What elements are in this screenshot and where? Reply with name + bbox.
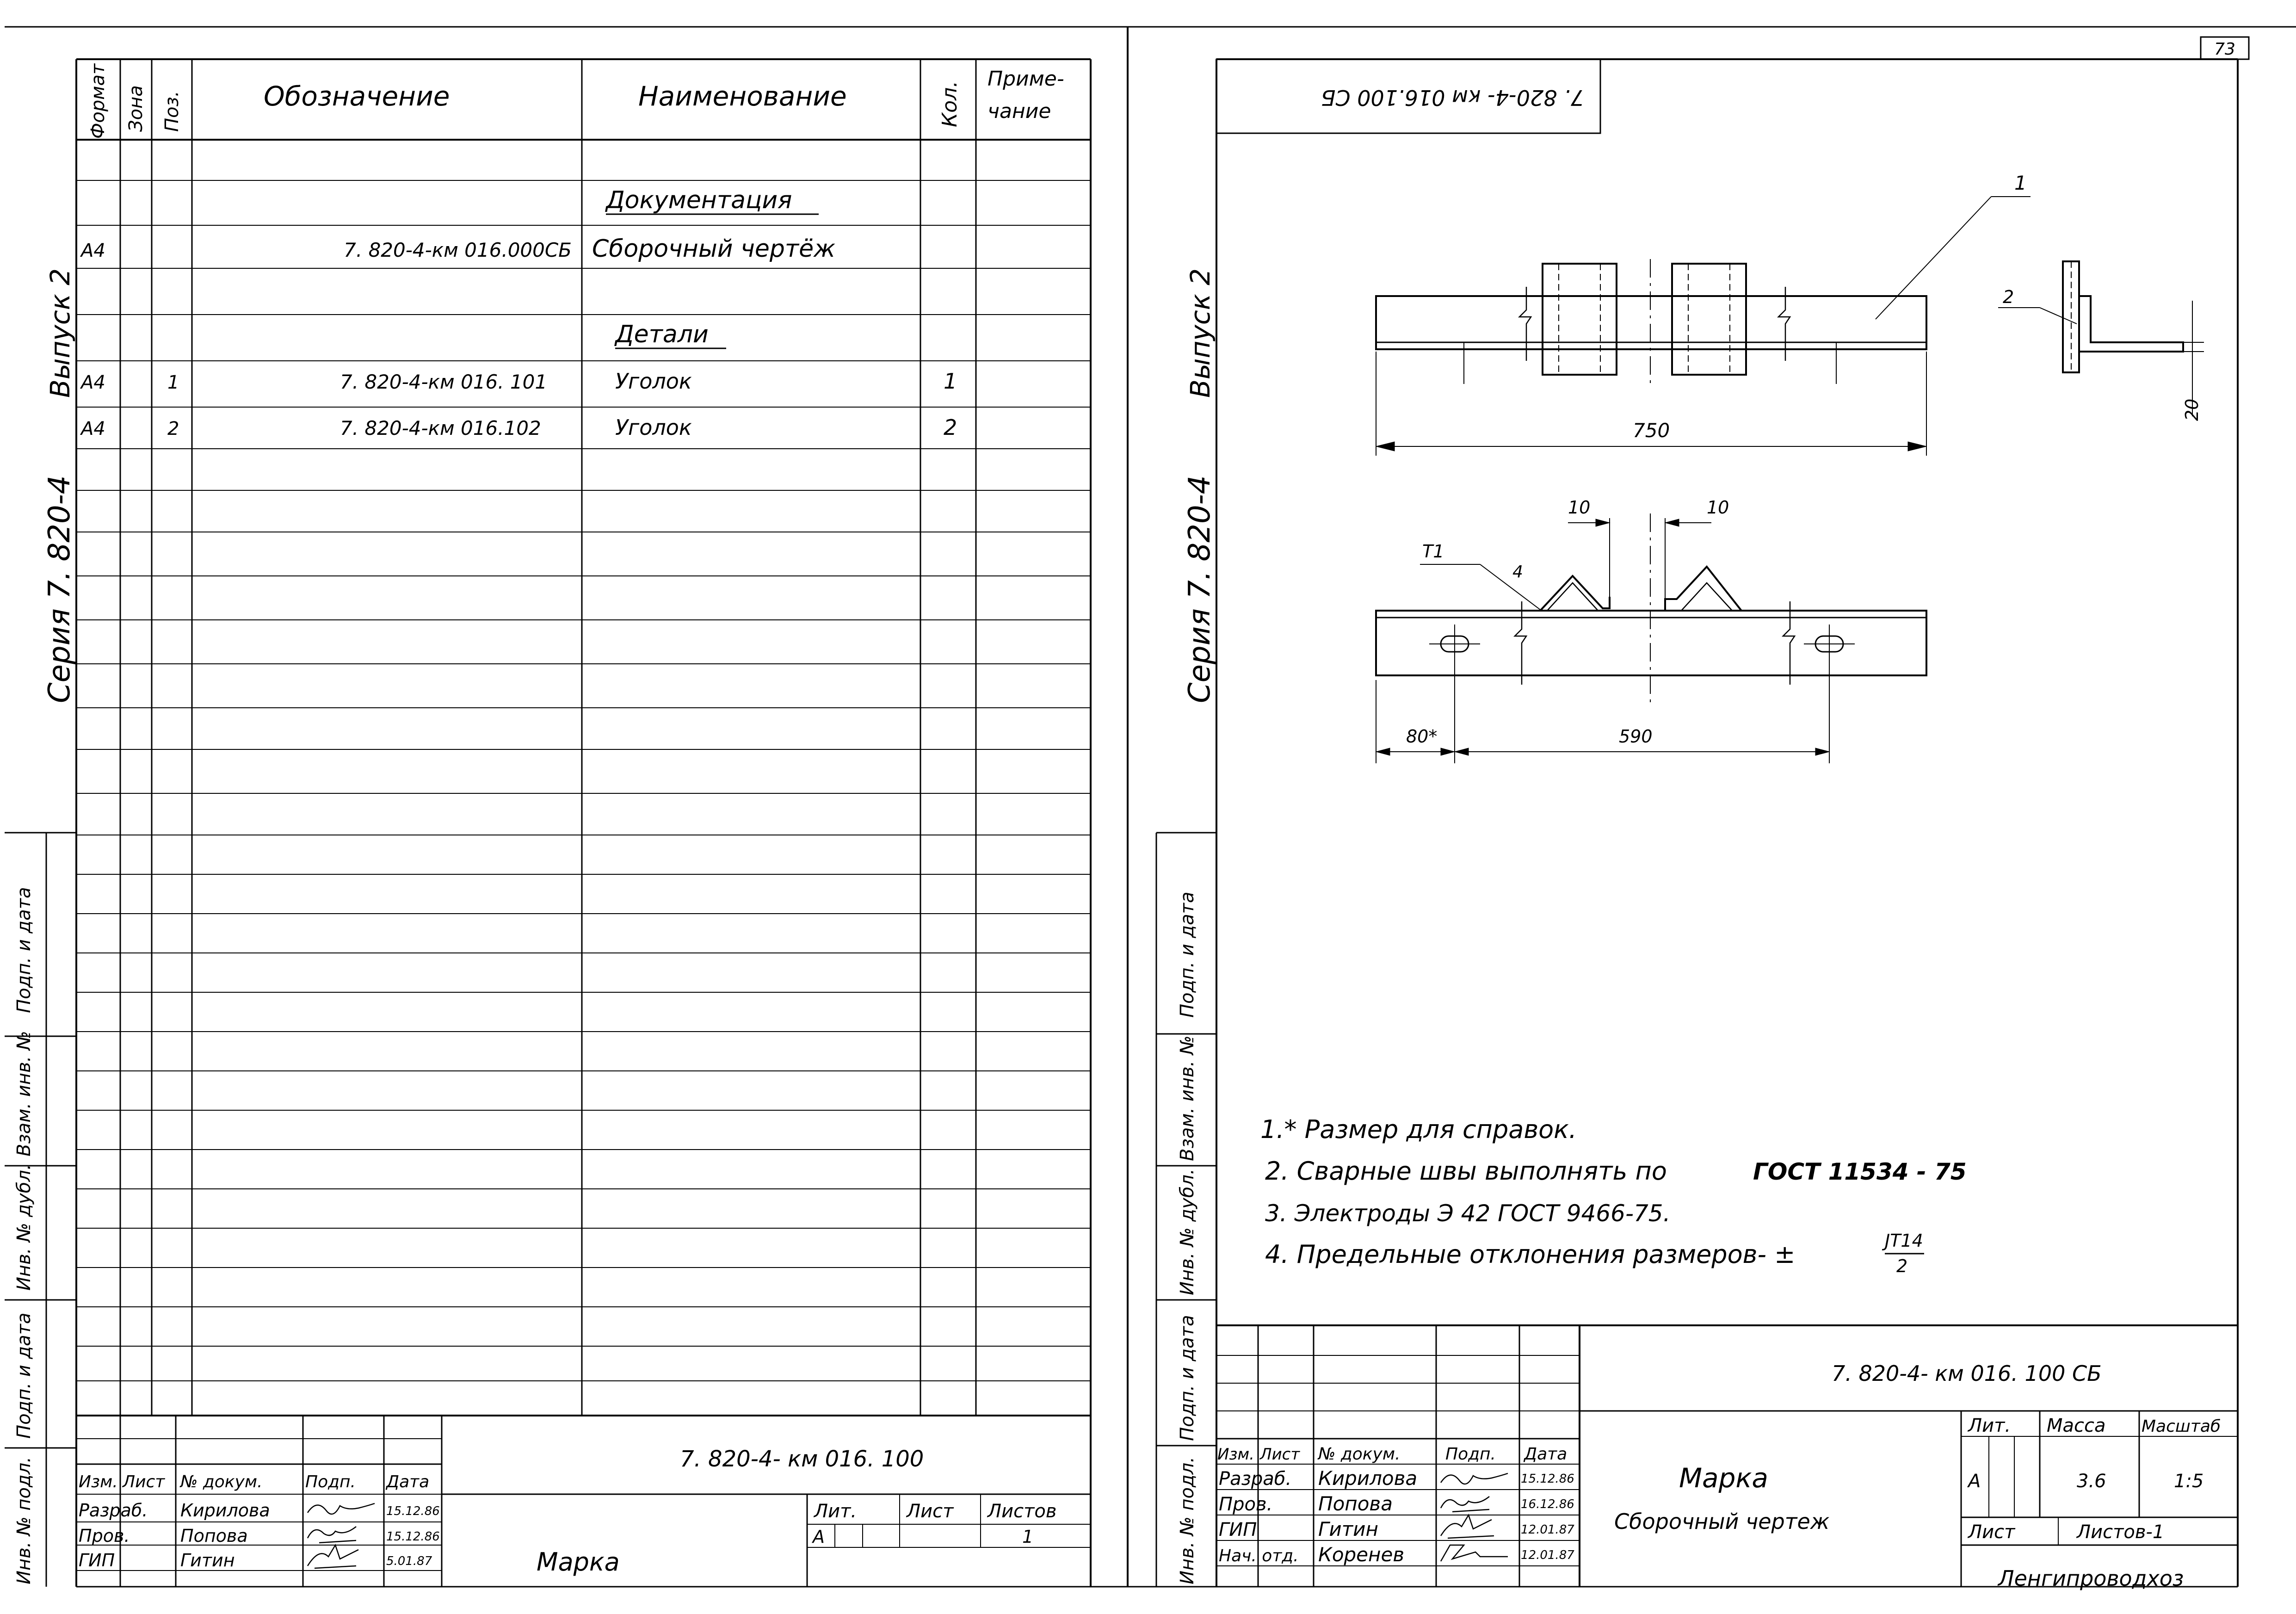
doc-code: 7. 820-4- км 016. 100 СБ (1832, 1361, 2102, 1386)
header-note-1: Приме- (988, 67, 1064, 91)
header-qty: Кол. (938, 80, 962, 127)
series-label: Серия 7. 820-4 (1183, 475, 1217, 703)
scale-label: Масштаб (2142, 1417, 2221, 1436)
strip-label: Инв. № подл. (13, 1457, 35, 1584)
section-details: Детали (615, 321, 709, 348)
note-2: 2. Сварные швы выполнять по (1265, 1156, 1667, 1186)
hdr-list: Лист (123, 1472, 165, 1491)
dim-10b: 10 (1707, 497, 1729, 518)
leader-2-label: 2 (2003, 287, 2014, 307)
date: 5.01.87 (386, 1554, 432, 1568)
person-name: Коренев (1318, 1543, 1405, 1566)
role: ГИП (1219, 1519, 1257, 1540)
sheets-value: 1 (1022, 1527, 1034, 1547)
header-zone: Зона (125, 85, 147, 132)
hdr-sign: Подп. (305, 1472, 356, 1491)
lit-value: А (813, 1527, 825, 1547)
sheet-title: Марка (537, 1547, 620, 1577)
dim-590: 590 (1619, 726, 1653, 747)
sheet-label: Лист (1968, 1521, 2015, 1543)
lit-value: А (1968, 1471, 1981, 1492)
hdr-list: Лист (1260, 1445, 1300, 1464)
role: Разраб. (79, 1500, 148, 1521)
dim-750: 750 (1633, 419, 1670, 442)
date: 15.12.86 (386, 1504, 440, 1518)
note-1: 1.* Размер для справок. (1260, 1115, 1577, 1144)
row-name: Сборочный чертёж (592, 235, 835, 263)
row-qty: 1 (944, 369, 957, 394)
row-designation: 7. 820-4-км 016.000СБ (344, 239, 572, 261)
row-format: А4 (81, 372, 105, 393)
date: 15.12.86 (386, 1530, 440, 1544)
header-format: Формат (87, 63, 109, 139)
role: Пров. (79, 1526, 130, 1546)
header-name: Наименование (638, 80, 847, 112)
issue-label: Выпуск 2 (44, 268, 76, 398)
mass-label: Масса (2047, 1415, 2106, 1436)
note-2-gost: ГОСТ 11534 - 75 (1753, 1158, 1967, 1185)
row-designation: 7. 820-4-км 016.102 (340, 417, 541, 439)
table-row (605, 186, 819, 214)
role: ГИП (79, 1550, 115, 1571)
sheet-label: Лист (907, 1501, 954, 1522)
sheet-title-2: Сборочный чертеж (1614, 1509, 1830, 1534)
date: 16.12.86 (1521, 1497, 1574, 1511)
section-documentation: Документация (606, 186, 792, 214)
person-name: Кирилова (180, 1500, 270, 1521)
row-format: А4 (81, 240, 105, 261)
page-number: 73 (2214, 40, 2235, 59)
note-4: 4. Предельные отклонения размеров- ± (1265, 1240, 1796, 1269)
leader-1-label: 1 (2014, 172, 2027, 194)
row-name: Уголок (615, 415, 692, 440)
strip-label: Инв. № подл. (1177, 1457, 1198, 1584)
strip-label: Подп. и дата (1177, 891, 1198, 1018)
hdr-izm: Изм. (1217, 1445, 1254, 1464)
person-name: Гитин (1318, 1518, 1378, 1540)
date: 12.01.87 (1521, 1523, 1574, 1537)
person-name: Гитин (180, 1550, 235, 1571)
dim-80: 80* (1406, 726, 1438, 747)
mass-value: 3.6 (2077, 1471, 2106, 1492)
row-designation: 7. 820-4-км 016. 101 (340, 371, 548, 393)
hdr-date: Дата (1524, 1445, 1568, 1464)
dim-20: 20 (2182, 398, 2202, 421)
issue-label: Выпуск 2 (1185, 268, 1216, 398)
scale-value: 1:5 (2174, 1471, 2204, 1492)
right-stamp-strip-labels (1177, 892, 1198, 1584)
date: 12.01.87 (1521, 1548, 1574, 1562)
row-pos: 2 (167, 418, 179, 439)
header-note-2: чание (988, 99, 1051, 123)
doc-code: 7. 820-4- км 016. 100 (680, 1446, 924, 1472)
strip-label: Подп. и дата (13, 887, 35, 1013)
row-name: Уголок (615, 369, 692, 394)
strip-label: Инв. № дубл. (13, 1164, 35, 1291)
hdr-doc: № докум. (180, 1472, 263, 1491)
person-name: Кирилова (1318, 1467, 1418, 1490)
row-pos: 1 (167, 372, 179, 393)
leader-4-label: 4 (1512, 563, 1523, 581)
lit-label: Лит. (814, 1501, 857, 1522)
organization: Ленгипроводхоз (1998, 1566, 2184, 1591)
hdr-date: Дата (386, 1472, 430, 1491)
strip-label: Подп. и дата (13, 1312, 35, 1439)
sheet-title-1: Марка (1679, 1462, 1768, 1494)
row-qty: 2 (944, 415, 957, 440)
right-side-captions (1183, 268, 1217, 703)
header-designation: Обозначение (264, 80, 450, 112)
note-4-numerator: JT14 (1885, 1231, 1923, 1251)
left-side-captions (43, 268, 77, 703)
note-4-denominator: 2 (1896, 1256, 1908, 1276)
hdr-izm: Изм. (79, 1472, 118, 1491)
header-pos: Поз. (161, 91, 183, 132)
row-format: А4 (81, 418, 105, 439)
strip-label: Взам. инв. № (1177, 1035, 1198, 1161)
hdr-doc: № докум. (1318, 1445, 1401, 1464)
strip-label: Взам. инв. № (13, 1031, 35, 1156)
lit-label: Лит. (1968, 1415, 2011, 1436)
role: Пров. (1219, 1494, 1273, 1515)
left-stamp-strip-labels (13, 887, 35, 1584)
role: Нач. отд. (1219, 1546, 1299, 1565)
note-3: 3. Электроды Э 42 ГОСТ 9466-75. (1265, 1200, 1671, 1227)
strip-label: Подп. и дата (1177, 1315, 1198, 1441)
role: Разраб. (1219, 1468, 1292, 1490)
hdr-sign: Подп. (1445, 1445, 1496, 1464)
date: 15.12.86 (1521, 1472, 1574, 1486)
weld-label: Т1 (1422, 541, 1444, 562)
person-name: Попова (180, 1526, 248, 1546)
stamp-code-rotated: 7. 820-4- км 016.100 СБ (1321, 85, 1584, 110)
person-name: Попова (1318, 1492, 1393, 1515)
strip-label: Инв. № дубл. (1177, 1169, 1198, 1295)
sheets-label: Листов (988, 1501, 1057, 1522)
dim-10a: 10 (1568, 497, 1591, 518)
sheets-label: Листов-1 (2077, 1521, 2165, 1543)
series-label: Серия 7. 820-4 (43, 475, 77, 703)
